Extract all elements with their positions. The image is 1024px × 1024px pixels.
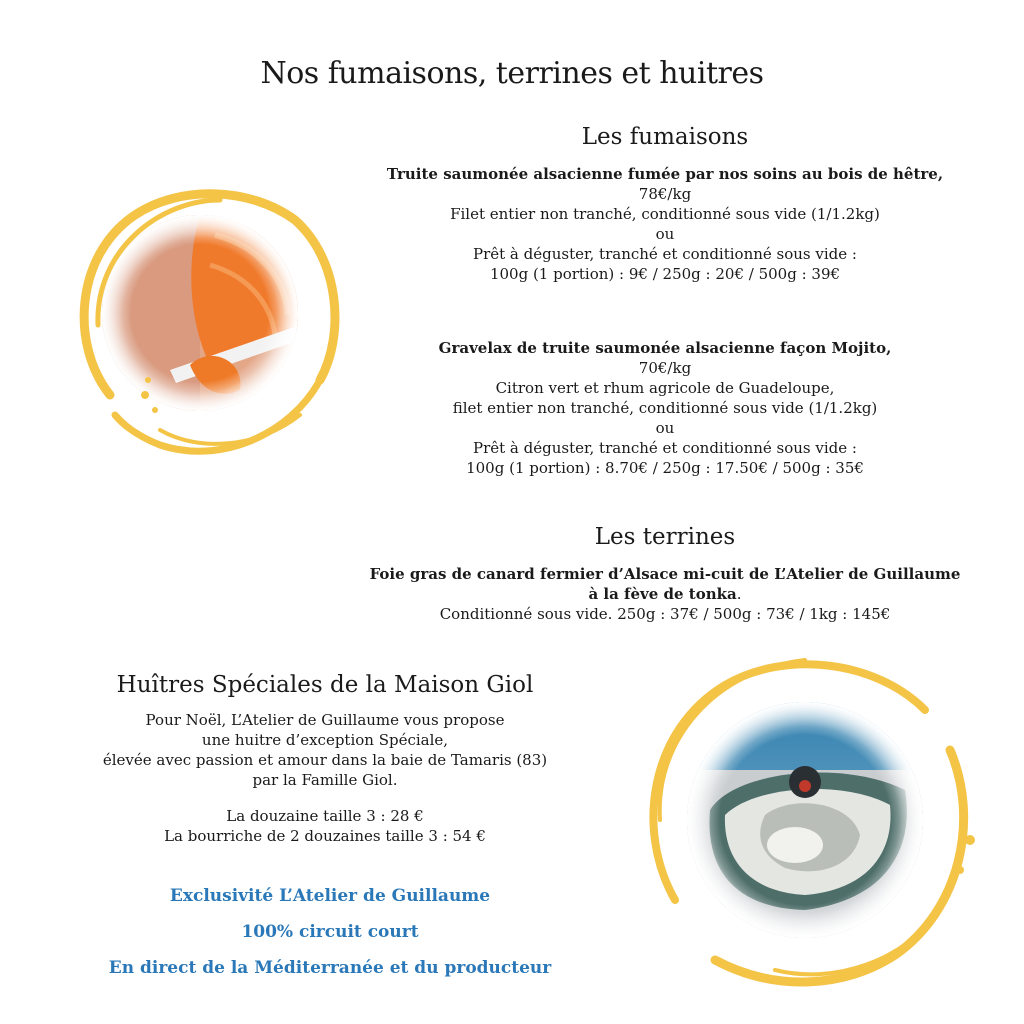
truite-line1: Filet entier non tranché, conditionné sous vide (1/1.2kg) <box>450 205 880 223</box>
truite-or: ou <box>655 225 675 243</box>
terrines-name-2-line <box>340 584 990 604</box>
truite-line3: 100g (1 portion) : 9€ / 250g : 20€ / 500g : 39€ <box>489 265 841 283</box>
gravelax-or: ou <box>655 419 675 437</box>
fumaisons-title: Les fumaisons <box>581 124 749 150</box>
huitres-tag1: Exclusivité L’Atelier de Guillaume <box>169 886 491 906</box>
huitres-price1: La douzaine taille 3 : 28 € <box>226 807 424 825</box>
terrines-name-2: à la fève de tonka <box>588 585 737 603</box>
terrines-title: Les terrines <box>594 524 736 550</box>
gravelax-line1: Citron vert et rhum agricole de Guadeloupe, <box>495 379 835 397</box>
oyster-image <box>615 640 985 1010</box>
terrines-block <box>340 564 990 624</box>
huitres-price2: La bourriche de 2 douzaines taille 3 : 54 € <box>164 827 486 845</box>
gravelax-line3: Prêt à déguster, tranché et conditionné sous vide : <box>473 439 857 457</box>
huitres-prices <box>40 806 610 846</box>
truite-line2: Prêt à déguster, tranché et conditionné sous vide : <box>473 245 857 263</box>
gravelax-price: 70€/kg <box>638 359 692 377</box>
huitres-description <box>40 710 610 790</box>
truite-block <box>360 164 970 284</box>
page-title: Nos fumaisons, terrines et huitres <box>260 56 764 91</box>
huitres-p3: élevée avec passion et amour dans la baie de Tamaris (83) <box>102 751 548 769</box>
gravelax-line2: filet entier non tranché, conditionné sous vide (1/1.2kg) <box>452 399 878 417</box>
huitres-tag3: En direct de la Méditerranée et du producteur <box>108 958 552 978</box>
huitres-p4: par la Famille Giol. <box>252 771 398 789</box>
smoked-trout-image <box>50 175 350 475</box>
gravelax-block <box>360 338 970 478</box>
truite-price: 78€/kg <box>638 185 692 203</box>
truite-name: Truite saumonée alsacienne fumée par nos soins au bois de hêtre, <box>386 165 944 183</box>
gravelax-name: Gravelax de truite saumonée alsacienne façon Mojito, <box>438 339 892 357</box>
terrines-line1: Conditionné sous vide. 250g : 37€ / 500g : 73€ / 1kg : 145€ <box>439 605 891 623</box>
huitres-title: Huîtres Spéciales de la Maison Giol <box>116 672 534 698</box>
gravelax-line4: 100g (1 portion) : 8.70€ / 250g : 17.50€ / 500g : 35€ <box>466 459 864 477</box>
huitres-tag2: 100% circuit court <box>241 922 419 942</box>
terrines-name-1: Foie gras de canard fermier d’Alsace mi-cuit de L’Atelier de Guillaume <box>369 565 961 583</box>
huitres-p2: une huitre d’exception Spéciale, <box>201 731 449 749</box>
terrines-name-2-punct: . <box>736 585 742 603</box>
huitres-p1: Pour Noël, L’Atelier de Guillaume vous propose <box>145 711 505 729</box>
